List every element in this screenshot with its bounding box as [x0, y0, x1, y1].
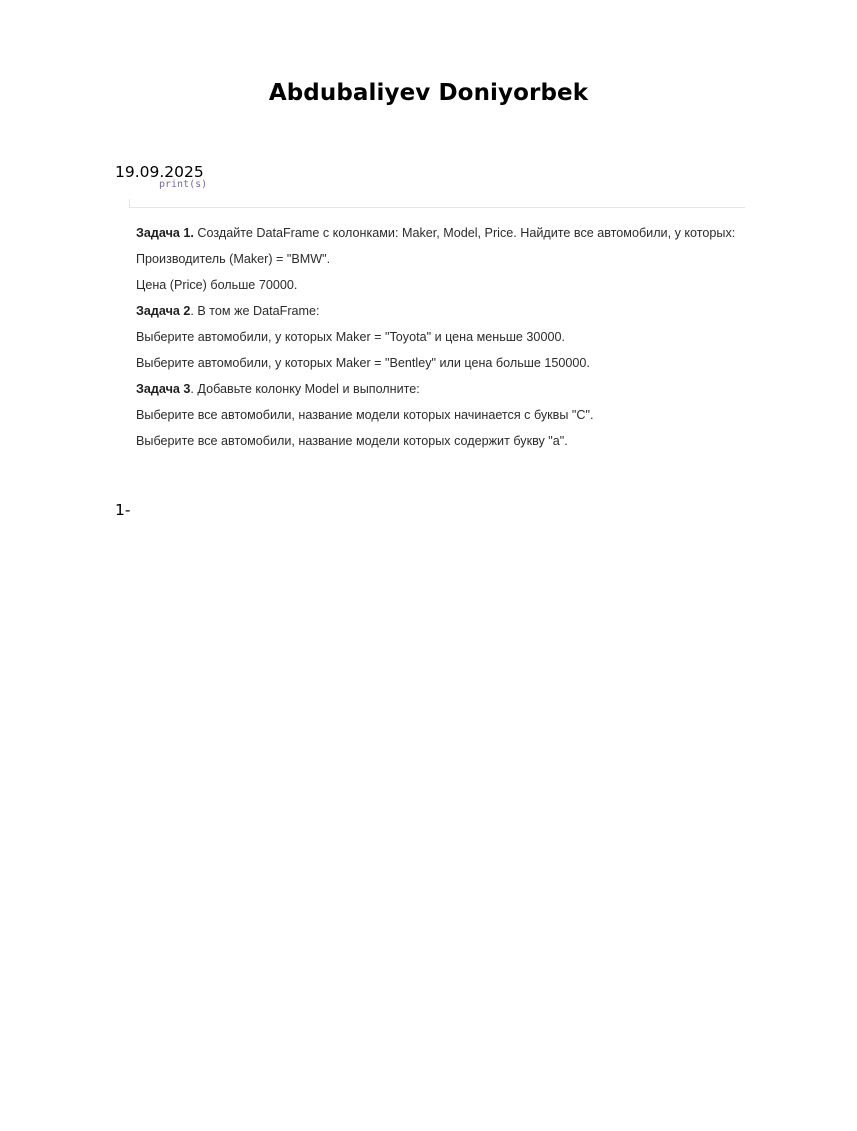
task-line — [136, 277, 297, 293]
task-screenshot — [129, 179, 745, 465]
task-heading: Задача 1. — [136, 226, 194, 240]
task-line — [136, 381, 420, 397]
task-text: . Добавьте колонку Model и выполните: — [190, 382, 420, 396]
task-line — [136, 225, 735, 241]
task-text: Выберите автомобили, у которых Maker = "Bentley" или цена больше 150000. — [136, 356, 590, 370]
task-heading: Задача 3 — [136, 382, 191, 396]
task-text: Выберите все автомобили, название модели которых начинается с буквы "С". — [136, 408, 594, 422]
task-line — [136, 329, 565, 345]
task-line — [136, 407, 593, 423]
task-line — [136, 251, 330, 267]
task-heading: Задача 2 — [136, 304, 191, 318]
task-line — [136, 433, 568, 449]
task-text: Производитель (Maker) = "BMW". — [136, 252, 331, 266]
section-label: 1- — [115, 501, 131, 519]
task-line — [136, 355, 590, 371]
divider — [129, 207, 745, 208]
page-title: Abdubaliyev Doniyorbek — [268, 80, 589, 106]
task-line — [136, 303, 320, 319]
task-text: Выберите автомобили, у которых Maker = "Toyota" и цена меньше 30000. — [136, 330, 565, 344]
task-text: Цена (Price) больше 70000. — [136, 278, 298, 292]
task-text: Выберите все автомобили, название модели которых содержит букву "а". — [136, 434, 568, 448]
task-text: Создайте DataFrame с колонками: Maker, Model, Price. Найдите все автомобили, у которых: — [193, 226, 736, 240]
task-text: . В том же DataFrame: — [190, 304, 320, 318]
document-date: 19.09.2025 — [115, 163, 204, 181]
code-fragment: print(s) — [159, 179, 208, 190]
